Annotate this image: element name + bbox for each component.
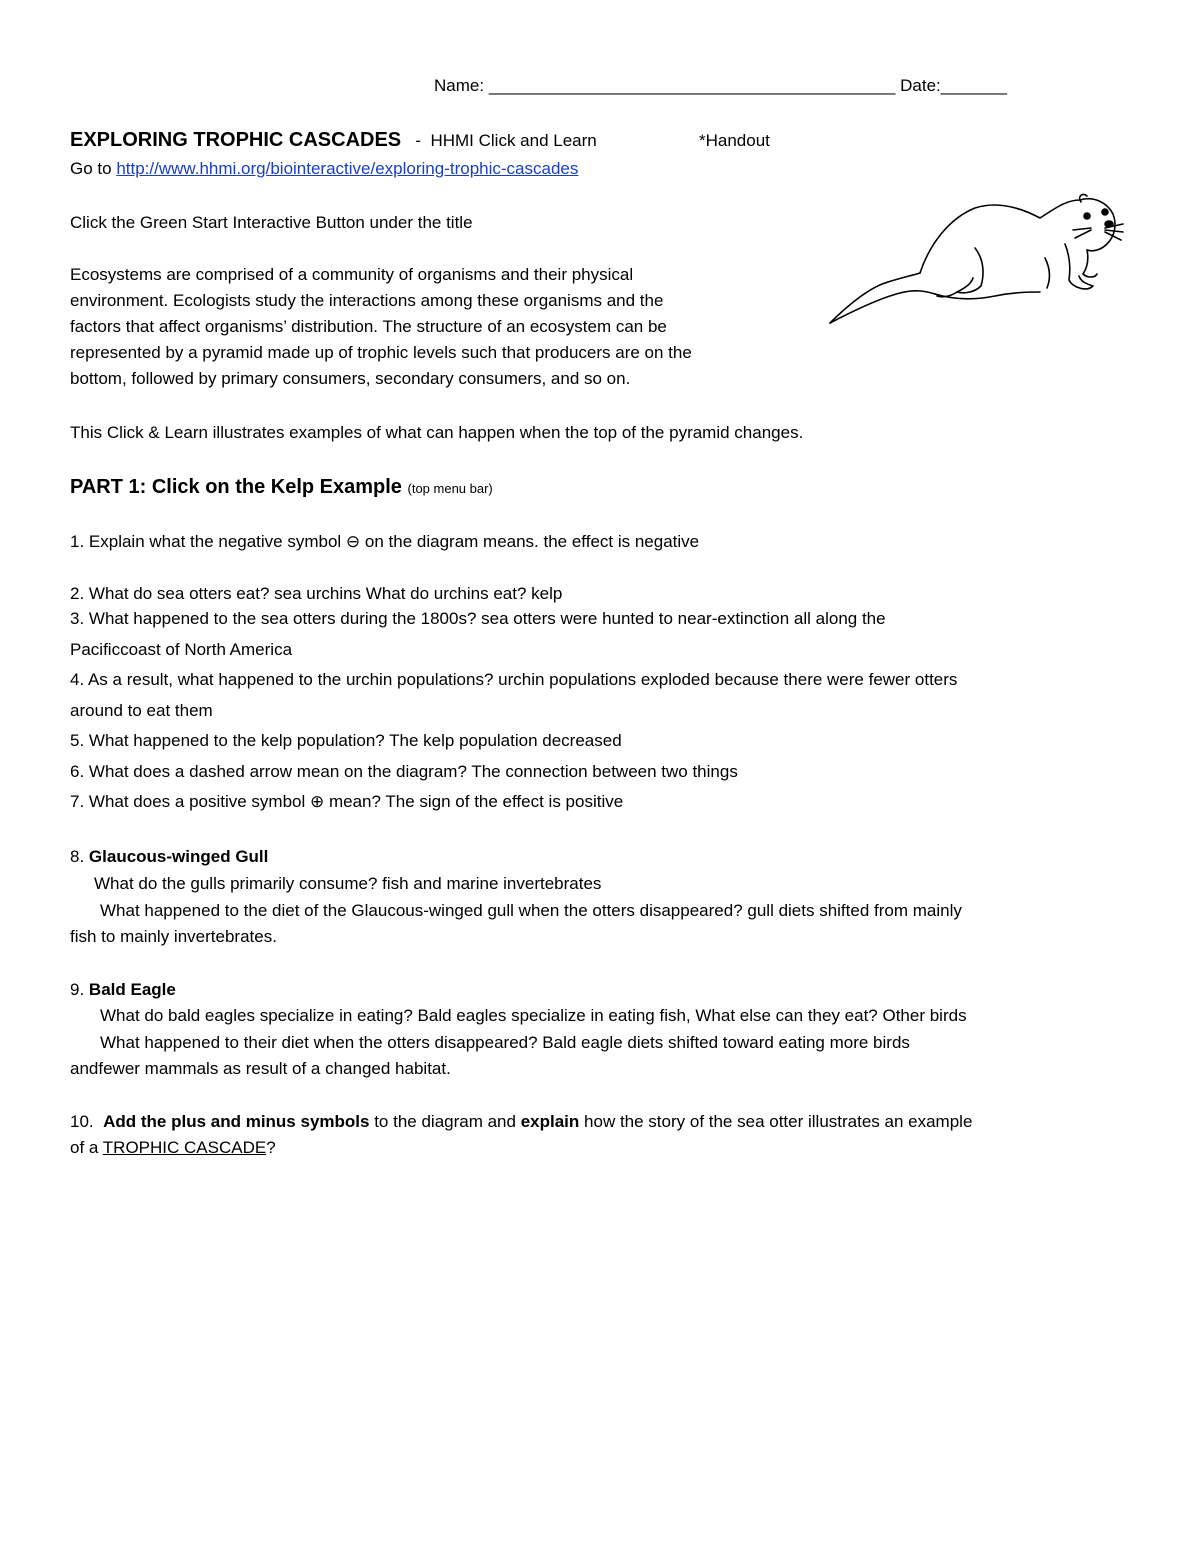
summary-text: This Click & Learn illustrates examples of what can happen when the top of the pyramid changes. (70, 423, 804, 442)
question-9-heading (70, 977, 176, 1003)
question-6: 6. What does a dashed arrow mean on the diagram? The connection between two things (70, 762, 738, 781)
question-10-mid1: to the diagram and (374, 1112, 516, 1131)
title-line (70, 126, 597, 155)
question-10-number: 10. (70, 1112, 94, 1131)
intro-line: factors that affect organisms’ distribution. The structure of an ecosystem can be (70, 317, 667, 336)
hhmi-link[interactable]: http://www.hhmi.org/biointeractive/exploring-trophic-cascades (116, 159, 579, 178)
question-4-cont: around to eat them (70, 701, 213, 720)
question-10 (70, 1109, 972, 1135)
question-10-bold2: explain (520, 1112, 580, 1131)
title-dash: - (415, 131, 421, 150)
question-5: 5. What happened to the kelp population? The kelp population decreased (70, 731, 622, 750)
intro-line: environment. Ecologists study the interactions among these organisms and the (70, 291, 664, 310)
question-9-number: 9. (70, 980, 85, 999)
part1-note: (top menu bar) (407, 481, 493, 496)
intro-line: bottom, followed by primary consumers, secondary consumers, and so on. (70, 369, 631, 388)
question-2: 2. What do sea otters eat? sea urchins What do urchins eat? kelp (70, 584, 563, 603)
intro-line: Ecosystems are comprised of a community of organisms and their physical (70, 265, 634, 284)
question-3: 3. What happened to the sea otters during the 1800s? sea otters were hunted to near-extinction all along the (70, 609, 886, 628)
question-7: 7. What does a positive symbol ⊕ mean? The sign of the effect is positive (70, 792, 624, 811)
trophic-cascade-term: TROPHIC CASCADE (102, 1138, 267, 1157)
question-10-suffix: ? (266, 1138, 276, 1157)
intro-paragraph (70, 262, 692, 392)
question-10-bold1: Add the plus and minus symbols (103, 1112, 370, 1131)
part1-heading (70, 473, 493, 503)
question-10-prefix: of a (70, 1138, 99, 1157)
date-label: Date: (900, 76, 941, 95)
goto-prefix: Go to (70, 159, 112, 178)
question-9-title: Bald Eagle (88, 980, 176, 999)
handout-note: *Handout (699, 131, 770, 150)
question-8-number: 8. (70, 847, 85, 866)
name-label: Name: (434, 76, 485, 95)
name-date-line (434, 73, 1007, 99)
question-9-line2: What happened to their diet when the otters disappeared? Bald eagle diets shifted toward eating more birds (100, 1033, 910, 1052)
question-9-line3: andfewer mammals as result of a changed habitat. (70, 1059, 451, 1078)
question-9-line1: What do bald eagles specialize in eating? Bald eagles specialize in eating fish, What else can they eat? Other birds (100, 1006, 967, 1025)
question-8-title: Glaucous-winged Gull (88, 847, 269, 866)
question-8-line1: What do the gulls primarily consume? fish and marine invertebrates (94, 874, 602, 893)
title-source: HHMI Click and Learn (430, 131, 597, 150)
question-10-mid2: how the story of the sea otter illustrates an example (584, 1112, 973, 1131)
question-3-cont: Pacificcoast of North America (70, 640, 293, 659)
goto-line (70, 156, 578, 182)
name-blank[interactable]: ___________________________________________ (488, 76, 896, 95)
question-8-line2: What happened to the diet of the Glaucous-winged gull when the otters disappeared? gull diets shifted from mainly (100, 901, 962, 920)
start-instruction: Click the Green Start Interactive Button under the title (70, 213, 473, 232)
intro-line: represented by a pyramid made up of trophic levels such that producers are on the (70, 343, 692, 362)
question-8-line3: fish to mainly invertebrates. (70, 927, 277, 946)
question-4: 4. As a result, what happened to the urchin populations? urchin populations exploded because there were fewer otters (70, 670, 958, 689)
page-title: EXPLORING TROPHIC CASCADES (70, 129, 402, 151)
question-10-cont (70, 1135, 276, 1161)
part1-title: PART 1: Click on the Kelp Example (70, 476, 402, 498)
question-1: 1. Explain what the negative symbol ⊖ on the diagram means. the effect is negative (70, 532, 700, 551)
question-8-heading (70, 844, 268, 870)
date-blank[interactable]: _______ (940, 76, 1007, 95)
otter-illustration (825, 188, 1125, 328)
